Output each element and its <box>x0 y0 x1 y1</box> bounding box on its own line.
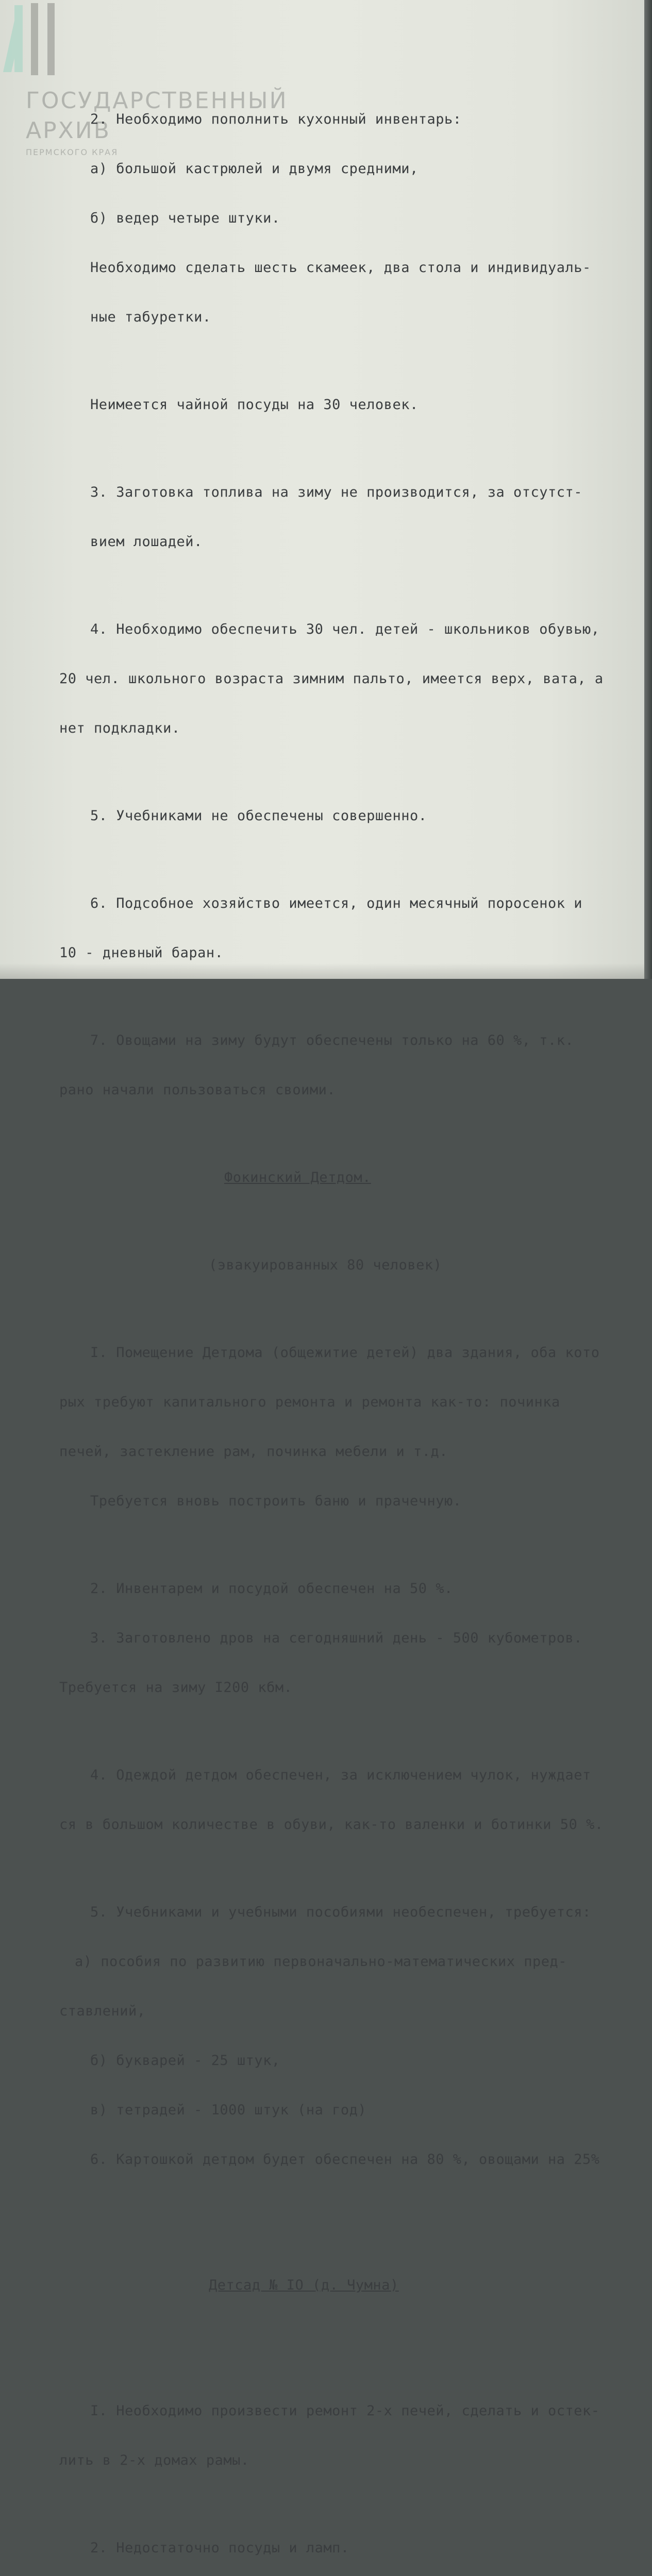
watermark-line-1: ГОСУДАРСТВЕННЫЙ <box>26 88 288 114</box>
text-line: 7. Овощами на зиму будут обеспечены только на 60 %, т.к. <box>90 1032 574 1048</box>
text-line: б) ведер четыре штуки. <box>90 210 280 226</box>
text-line: 4. Одеждой детдом обеспечен, за исключением чулок, нуждает <box>90 1767 591 1783</box>
text-line: ся в большом количестве в обуви, как-то валенки и ботинки 50 %. <box>59 1817 604 1833</box>
text-line: 20 чел. школьного возраста зимним пальто, имеется верх, вата, а <box>59 671 604 687</box>
text-line: 5. Учебниками не обеспечены совершенно. <box>90 808 427 824</box>
section-subheading: (эвакуированных 80 человек) <box>209 1257 442 1273</box>
section-heading: Фокинский Детдом. <box>224 1170 371 1185</box>
page-bottom-shadow <box>0 963 644 979</box>
archive-logo-icon <box>0 0 82 77</box>
text-line: Требуется на зиму I200 кбм. <box>59 1680 293 1696</box>
text-line: ные табуретки. <box>90 309 211 325</box>
text-line: рано начали пользоваться своими. <box>59 1082 336 1098</box>
watermark-line-3: ПЕРМСКОГО КРАЯ <box>26 147 119 157</box>
page-edge <box>644 0 652 979</box>
text-line: 2. Недостаточно посуды и ламп. <box>90 2540 349 2556</box>
watermark-line-2: АРХИВ <box>26 117 111 144</box>
text-line: Неимеется чайной посуды на 30 человек. <box>90 397 419 413</box>
text-line: 2. Необходимо пополнить кухонный инвентарь: <box>90 111 462 127</box>
section-heading: Детсад № IO (д. Чумна) <box>209 2277 399 2293</box>
text-line: 6. Подсобное хозяйство имеется, один месячный поросенок и <box>90 895 583 911</box>
text-line: 3. Заготовлено дров на сегодняшний день - 500 кубометров. <box>90 1630 583 1646</box>
text-line: 2. Инвентарем и посудой обеспечен на 50 %. <box>90 1581 453 1597</box>
text-line: Требуется вновь построить баню и прачечную. <box>90 1493 462 1509</box>
text-line: рых требуют капитального ремонта и ремонта как-то: починка <box>59 1394 560 1410</box>
text-line: Необходимо сделать шесть скамеек, два стола и индивидуаль- <box>90 260 591 276</box>
text-line: 3. Заготовка топлива на зиму не производится, за отсутст- <box>90 484 583 500</box>
text-line: I. Помещение Детдома (общежитие детей) два здания, оба кото <box>90 1345 600 1361</box>
text-line: 6. Картошкой детдом будет обеспечен на 80 %, овощами на 25% <box>90 2151 600 2167</box>
typewritten-text <box>59 78 644 2576</box>
text-line: лить в 2-х домах рамы. <box>59 2452 249 2468</box>
text-line: 10 - дневный баран. <box>59 945 224 961</box>
text-line: ставлений, <box>59 2003 146 2019</box>
text-line: 4. Необходимо обеспечить 30 чел. детей - школьников обувью, <box>90 621 600 637</box>
text-line: вием лошадей. <box>90 534 203 550</box>
text-line: I. Необходимо произвести ремонт 2-х печей, сделать и остек- <box>90 2403 600 2419</box>
text-line: печей, застекление рам, починка мебели и т.д. <box>59 1444 448 1460</box>
text-line: 5. Учебниками и учебными пособиями необеспечен, требуется: <box>90 1904 591 1920</box>
text-line: а) большой кастрюлей и двумя средними, <box>90 161 419 177</box>
text-line: а) пособия по развитию первоначально-математических пред- <box>75 1954 567 1970</box>
text-line: в) тетрадей - 1000 штук (на год) <box>90 2102 367 2118</box>
text-line: б) букварей - 25 штук, <box>90 2053 280 2069</box>
text-line: нет подкладки. <box>59 720 180 736</box>
